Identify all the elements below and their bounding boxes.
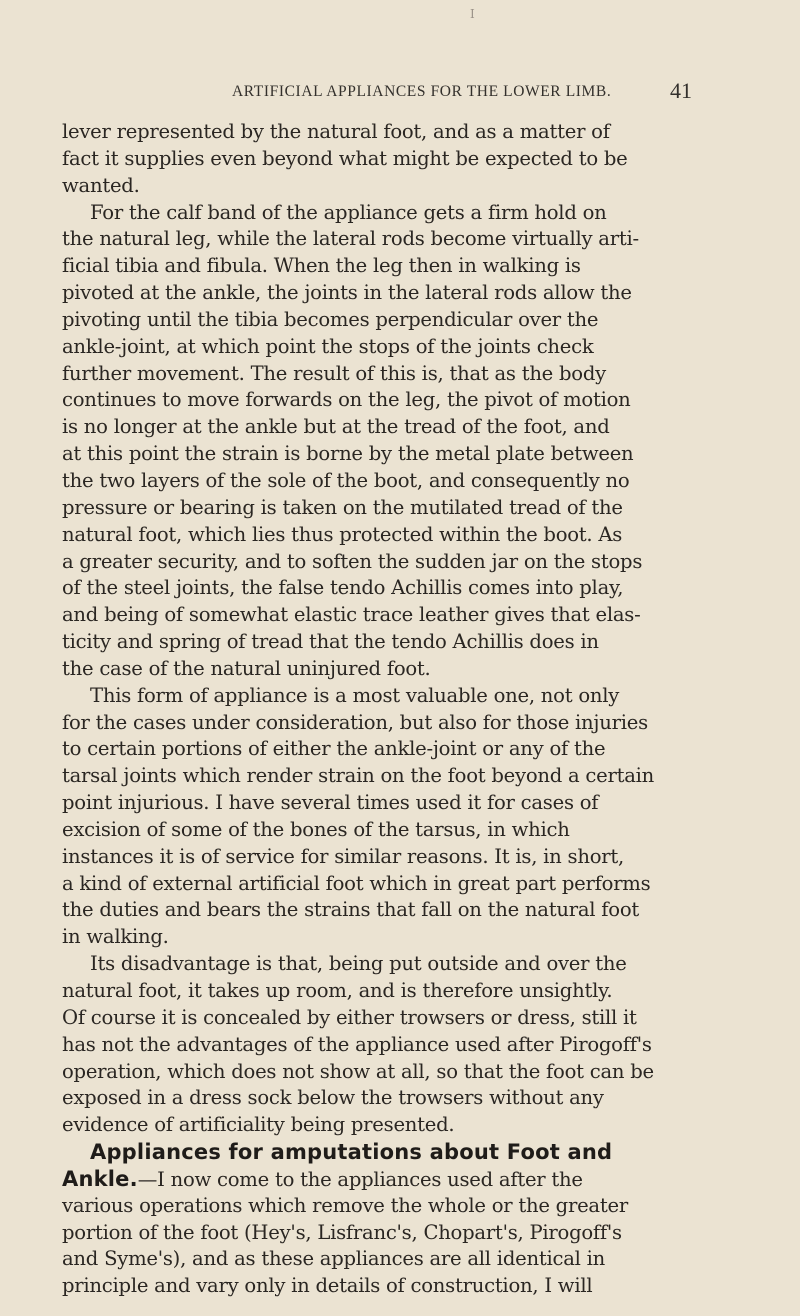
text-line: a kind of external artificial foot which in great part performs: [62, 871, 651, 895]
text-line: in walking.: [62, 925, 169, 949]
text-line: wanted.: [62, 173, 140, 197]
text-line: instances it is of service for similar reasons. It is, in short,: [62, 844, 624, 868]
text-line: operation, which does not show at all, so that the foot can be: [62, 1059, 654, 1083]
running-head: [0, 80, 800, 108]
text-line: the duties and bears the strains that fall on the natural foot: [62, 898, 639, 922]
text-line: has not the advantages of the appliance used after Pirogoff's: [62, 1032, 652, 1056]
text-line: principle and vary only in details of construction, I will: [62, 1274, 593, 1298]
text-line: a greater security, and to soften the sudden jar on the stops: [62, 549, 643, 573]
text-line: to certain portions of either the ankle-joint or any of the: [62, 737, 606, 761]
text-line: is no longer at the ankle but at the tread of the foot, and: [62, 415, 610, 439]
section-heading-line: [62, 1139, 730, 1166]
text-line: evidence of artificiality being presented.: [62, 1113, 455, 1137]
text-line: ficial tibia and fibula. When the leg then in walking is: [62, 254, 581, 278]
section-intro-text: —I now come to the appliances used after the: [137, 1167, 583, 1191]
text-line: for the cases under consideration, but also for those injuries: [62, 710, 648, 734]
text-line: pivoting until the tibia becomes perpendicular over the: [62, 307, 599, 331]
body-text: [62, 119, 730, 1300]
running-title: ARTIFICIAL APPLIANCES FOR THE LOWER LIMB.: [232, 83, 612, 100]
text-line: further movement. The result of this is, that as the body: [62, 361, 606, 385]
text-line: lever represented by the natural foot, and as a matter of: [62, 120, 610, 143]
text-line: tarsal joints which render strain on the foot beyond a certain: [62, 764, 655, 788]
text-line: portion of the foot (Hey's, Lisfranc's, Chopart's, Pirogoff's: [62, 1220, 622, 1244]
paragraph-first-line: Its disadvantage is that, being put outside and over the: [90, 952, 627, 976]
text-line: exposed in a dress sock below the trowsers without any: [62, 1086, 604, 1110]
text-line: various operations which remove the whole or the greater: [62, 1193, 628, 1217]
text-line: point injurious. I have several times used it for cases of: [62, 791, 599, 815]
text-line: pivoted at the ankle, the joints in the lateral rods allow the: [62, 281, 632, 305]
text-line: the natural leg, while the lateral rods become virtually arti-: [62, 227, 639, 251]
section-heading-continuation: [62, 1166, 730, 1193]
text-line: Of course it is concealed by either trowsers or dress, still it: [62, 1005, 637, 1029]
text-line: continues to move forwards on the leg, the pivot of motion: [62, 388, 631, 412]
text-line: natural foot, which lies thus protected within the boot. As: [62, 522, 623, 546]
section-heading-end: Ankle.: [62, 1166, 138, 1191]
text-line: and being of somewhat elastic trace leather gives that elas-: [62, 603, 641, 627]
top-margin-mark: I: [470, 7, 475, 21]
text-line: natural foot, it takes up room, and is therefore unsightly.: [62, 979, 613, 1002]
text-line: at this point the strain is borne by the metal plate between: [62, 442, 634, 466]
text-line: ankle-joint, at which point the stops of the joints check: [62, 334, 594, 358]
text-line: pressure or bearing is taken on the mutilated tread of the: [62, 495, 623, 519]
text-line: fact it supplies even beyond what might be expected to be: [62, 146, 628, 170]
text-line: the two layers of the sole of the boot, and consequently no: [62, 468, 630, 492]
text-line: excision of some of the bones of the tarsus, in which: [62, 817, 570, 841]
paragraph-first-line: For the calf band of the appliance gets a firm hold on: [90, 200, 607, 224]
page-number: 41: [670, 78, 692, 103]
text-line: of the steel joints, the false tendo Achillis comes into play,: [62, 576, 624, 600]
text-line: the case of the natural uninjured foot.: [62, 656, 431, 680]
paragraph-first-line: This form of appliance is a most valuable one, not only: [90, 683, 620, 707]
section-heading: Appliances for amputations about Foot and: [90, 1140, 613, 1165]
text-line: ticity and spring of tread that the tendo Achillis does in: [62, 630, 599, 654]
text-line: and Syme's), and as these appliances are all identical in: [62, 1247, 606, 1271]
